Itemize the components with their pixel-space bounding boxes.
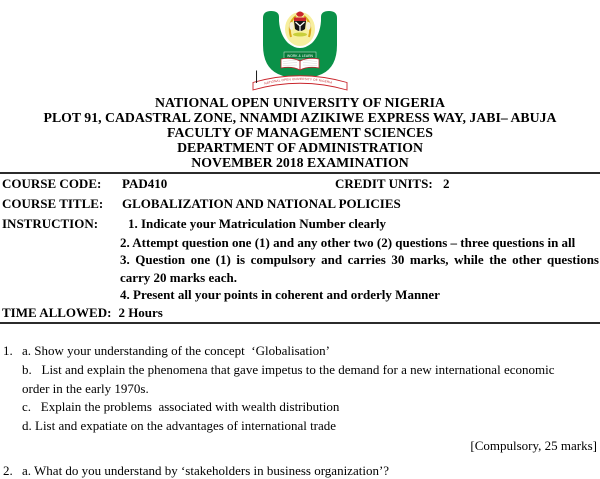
course-code-label: COURSE CODE: bbox=[2, 176, 102, 191]
questions-section bbox=[0, 342, 600, 479]
time-allowed-value: 2 Hours bbox=[118, 304, 163, 320]
course-title-label: COURSE TITLE: bbox=[2, 196, 104, 211]
university-logo bbox=[250, 5, 350, 91]
instruction-item-3: 3. Question one (1) is compulsory and carries 30 marks, while the other questions carry 20 marks each. bbox=[120, 252, 599, 285]
course-code-value: PAD410 bbox=[122, 176, 168, 191]
question-1-part-d: d. List and expatiate on the advantages of international trade bbox=[22, 417, 337, 433]
exam-header bbox=[0, 95, 600, 170]
credit-units-label: CREDIT UNITS: bbox=[335, 176, 433, 191]
course-info bbox=[0, 174, 600, 321]
time-allowed-label: TIME ALLOWED: bbox=[2, 304, 112, 320]
text-cursor-mark: | bbox=[255, 69, 259, 84]
header-line-address: PLOT 91, CADASTRAL ZONE, NNAMDI AZIKIWE EXPRESS WAY, JABI– ABUJA bbox=[43, 110, 557, 125]
question-2 bbox=[0, 462, 600, 479]
question-2-part-a: a. What do you understand by ‘stakeholders in business organization’? bbox=[22, 463, 390, 479]
question-1-number: 1. bbox=[3, 343, 13, 359]
question-2-parts bbox=[22, 462, 578, 479]
header-line-university: NATIONAL OPEN UNIVERSITY OF NIGERIA bbox=[154, 95, 446, 110]
motto-label: WORK & LEARN bbox=[287, 54, 313, 59]
header-line-faculty: FACULTY OF MANAGEMENT SCIENCES bbox=[167, 125, 433, 140]
instruction-item-1: 1. Indicate your Matriculation Number clearly bbox=[128, 216, 387, 231]
ribbon-label: NATIONAL OPEN UNIVERSITY OF NIGERIA bbox=[263, 76, 333, 86]
instruction-item-4: 4. Present all your points in coherent and orderly Manner bbox=[120, 287, 440, 303]
header-line-department: DEPARTMENT OF ADMINISTRATION bbox=[177, 140, 423, 155]
question-2-number: 2. bbox=[3, 463, 13, 479]
question-1-part-a: a. Show your understanding of the concept ‘Globalisation’ bbox=[22, 343, 330, 359]
credit-units-value: 2 bbox=[443, 176, 450, 191]
course-code-row bbox=[0, 174, 600, 194]
question-1-marks-note: [Compulsory, 25 marks] bbox=[470, 438, 597, 454]
divider-line-bottom bbox=[0, 322, 600, 324]
instruction-label: INSTRUCTION: bbox=[2, 216, 99, 231]
header-line-session: NOVEMBER 2018 EXAMINATION bbox=[191, 155, 409, 170]
instruction-item-2: 2. Attempt question one (1) and any other two (2) questions – three questions in all bbox=[120, 235, 576, 250]
question-1 bbox=[0, 342, 600, 435]
course-title-row bbox=[0, 194, 600, 214]
question-1-parts bbox=[22, 342, 578, 435]
ribbon-banner bbox=[253, 76, 347, 90]
logo-block bbox=[0, 0, 600, 91]
time-allowed-row bbox=[0, 304, 600, 322]
question-1-part-b: b. List and explain the phenomena that gave impetus to the demand for a new international economic order in the early 1970s. bbox=[22, 362, 558, 396]
question-1-part-c: c. Explain the problems associated with wealth distribution bbox=[22, 399, 340, 415]
instruction-row bbox=[0, 214, 600, 234]
course-title-value: GLOBALIZATION AND NATIONAL POLICIES bbox=[122, 196, 401, 211]
